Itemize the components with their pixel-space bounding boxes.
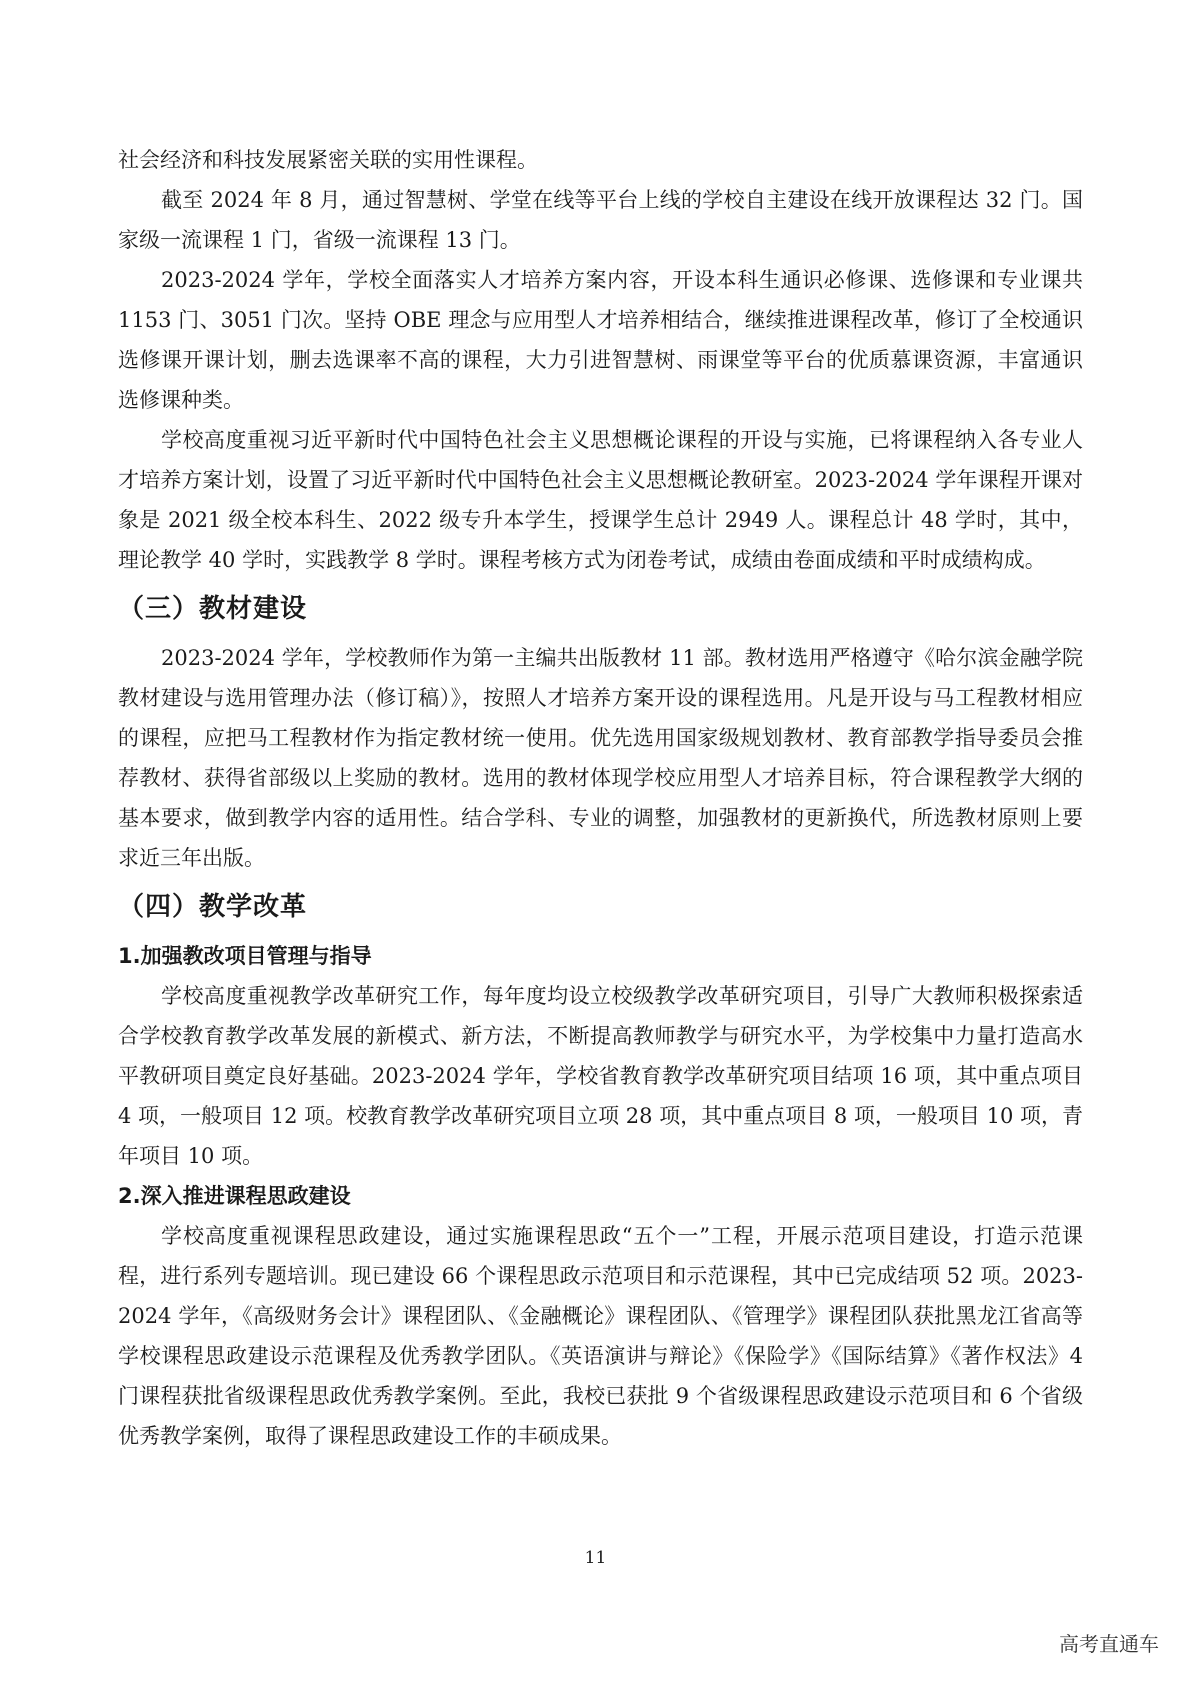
paragraph-reform-projects: 学校高度重视教学改革研究工作，每年度均设立校级教学改革研究项目，引导广大教师积极探索适合学校教育教学改革发展的新模式、新方法，不断提高教师教学与研究水平，为学校集中力量打造高水平教研项目奠定良好基础。2023-2024 学年，学校省教育教学改革研究项目结项 16 项，其中重点项目 4 项，一般项目 12 项。校教育教学改革研究项目立项 28 项，其中重点项目 8 项，一般项目 10 项，青年项目 10 项。 <box>118 984 1083 1168</box>
subheading-course-ideology: 2.深入推进课程思政建设 <box>118 1184 351 1208</box>
subheading-reform-projects: 1.加强教改项目管理与指导 <box>118 944 372 968</box>
section-heading-textbooks: （三）教材建设 <box>118 594 308 624</box>
paragraph-online-courses: 截至 2024 年 8 月，通过智慧树、学堂在线等平台上线的学校自主建设在线开放课程达 32 门。国家级一流课程 1 门，省级一流课程 13 门。 <box>118 188 1083 252</box>
paragraph-course-offering: 2023-2024 学年，学校全面落实人才培养方案内容，开设本科生通识必修课、选修课和专业课共 1153 门、3051 门次。坚持 OBE 理念与应用型人才培养相结合，继续推进课程改革，修订了全校通识选修课开课计划，删去选课率不高的课程，大力引进智慧树、雨课堂等平台的优质慕课资源，丰富通识选修课种类。 <box>118 268 1084 412</box>
document-body <box>118 140 1083 1456</box>
watermark-label: 高考直通车 <box>1059 1632 1159 1656</box>
page-number: 11 <box>584 1548 607 1568</box>
paragraph-continuation: 社会经济和科技发展紧密关联的实用性课程。 <box>118 148 538 172</box>
paragraph-course-ideology: 学校高度重视课程思政建设，通过实施课程思政“五个一”工程，开展示范项目建设，打造示范课程，进行系列专题培训。现已建设 66 个课程思政示范项目和示范课程，其中已完成结项 52 项。2023-2024 学年，《高级财务会计》课程团队、《金融概论》课程团队、《管理学》课程团队获批黑龙江省高等学校课程思政建设示范课程及优秀教学团队。《英语演讲与辩论》《保险学》《国际结算》《著作权法》4 门课程获批省级课程思政优秀教学案例。至此，我校已获批 9 个省级课程思政建设示范项目和 6 个省级优秀教学案例，取得了课程思政建设工作的丰硕成果。 <box>118 1224 1083 1448</box>
paragraph-textbooks: 2023-2024 学年，学校教师作为第一主编共出版教材 11 部。教材选用严格遵守《哈尔滨金融学院教材建设与选用管理办法（修订稿）》，按照人才培养方案开设的课程选用。凡是开设与马工程教材相应的课程，应把马工程教材作为指定教材统一使用。优先选用国家级规划教材、教育部教学指导委员会推荐教材、获得省部级以上奖励的教材。选用的教材体现学校应用型人才培养目标，符合课程教学大纲的基本要求，做到教学内容的适用性。结合学科、专业的调整，加强教材的更新换代，所选教材原则上要求近三年出版。 <box>118 646 1083 870</box>
paragraph-ideology-course: 学校高度重视习近平新时代中国特色社会主义思想概论课程的开设与实施，已将课程纳入各专业人才培养方案计划，设置了习近平新时代中国特色社会主义思想概论教研室。2023-2024 学年课程开课对象是 2021 级全校本科生、2022 级专升本学生，授课学生总计 2949 人。课程总计 48 学时，其中，理论教学 40 学时，实践教学 8 学时。课程考核方式为闭卷考试，成绩由卷面成绩和平时成绩构成。 <box>118 428 1083 572</box>
section-heading-teaching-reform: （四）教学改革 <box>118 892 308 922</box>
